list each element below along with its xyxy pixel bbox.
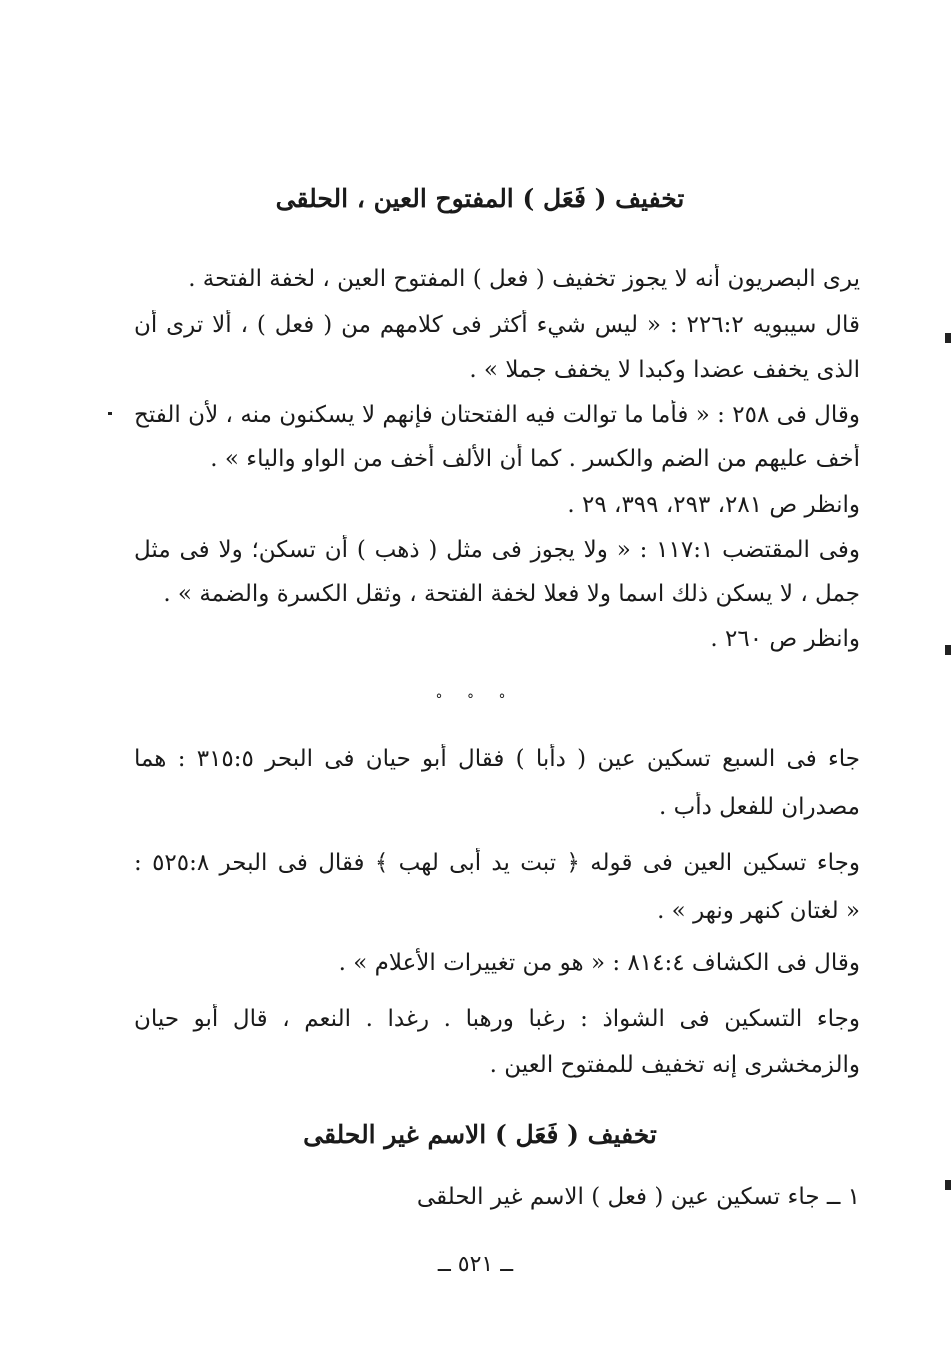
section-separator: ° ° ° — [435, 692, 516, 708]
scan-mark — [945, 645, 951, 655]
scan-mark — [108, 412, 112, 415]
text-line: وجاء تسكين العين فى قوله ﴿ تبت يد أبى لهب ﴾ فقال فى البحر ٥٢٥:٨ : — [134, 850, 860, 876]
section-heading: تخفيف ( فَعَل ) الاسم غير الحلقى — [303, 1120, 657, 1149]
text-line: الذى يخفف عضدا وكبدا لا يخفف جملا » . — [469, 357, 860, 383]
text-line: مصدران للفعل دأب . — [658, 794, 860, 820]
page-number: ــ ٥٢١ ــ — [437, 1252, 514, 1277]
text-line: وانظر ص ٢٨١، ٢٩٣، ٣٩٩، ٢٩ . — [567, 492, 860, 518]
text-line: وقال فى الكشاف ٨١٤:٤ : « هو من تغييرات الأعلام » . — [338, 950, 860, 976]
text-line: جمل ، لا يسكن ذلك اسما ولا فعلا لخفة الفتحة ، وثقل الكسرة والضمة » . — [163, 581, 860, 607]
text-line: جاء فى السبع تسكين عين ( دأبا ) فقال أبو حيان فى البحر ٣١٥:٥ : هما — [134, 746, 860, 772]
text-line: أخف عليهم من الضم والكسر . كما أن الألف أخف من الواو والياء » . — [210, 446, 860, 472]
text-line: وفى المقتضب ١١٧:١ : « ولا يجوز فى مثل ( ذهب ) أن تسكن؛ ولا فى مثل — [134, 537, 860, 563]
scan-mark — [945, 1180, 951, 1190]
text-line: وانظر ص ٢٦٠ . — [710, 626, 860, 652]
scan-mark — [945, 333, 951, 343]
text-line: وجاء التسكين فى الشواذ : رغبا ورهبا . رغدا . النعم ، قال أبو حيان — [134, 1006, 860, 1032]
text-line: وقال فى ٢٥٨ : « فأما ما توالت فيه الفتحتان فإنهم لا يسكنون منه ، لأن الفتح — [134, 402, 860, 428]
text-line: قال سيبويه ٢٢٦:٢ : « ليس شيء أكثر فى كلامهم من ( فعل ) ، ألا ترى أن — [134, 312, 860, 338]
list-item: ١ ــ جاء تسكين عين ( فعل ) الاسم غير الحلقى — [416, 1184, 860, 1210]
text-line: يرى البصريون أنه لا يجوز تخفيف ( فعل ) المفتوح العين ، لخفة الفتحة . — [188, 266, 860, 292]
section-heading: تخفيف ( فَعَل ) المفتوح العين ، الحلقى — [275, 184, 685, 213]
text-line: « لغتان كنهر ونهر » . — [657, 898, 860, 924]
text-line: والزمخشرى إنه تخفيف للمفتوح العين . — [489, 1052, 860, 1078]
